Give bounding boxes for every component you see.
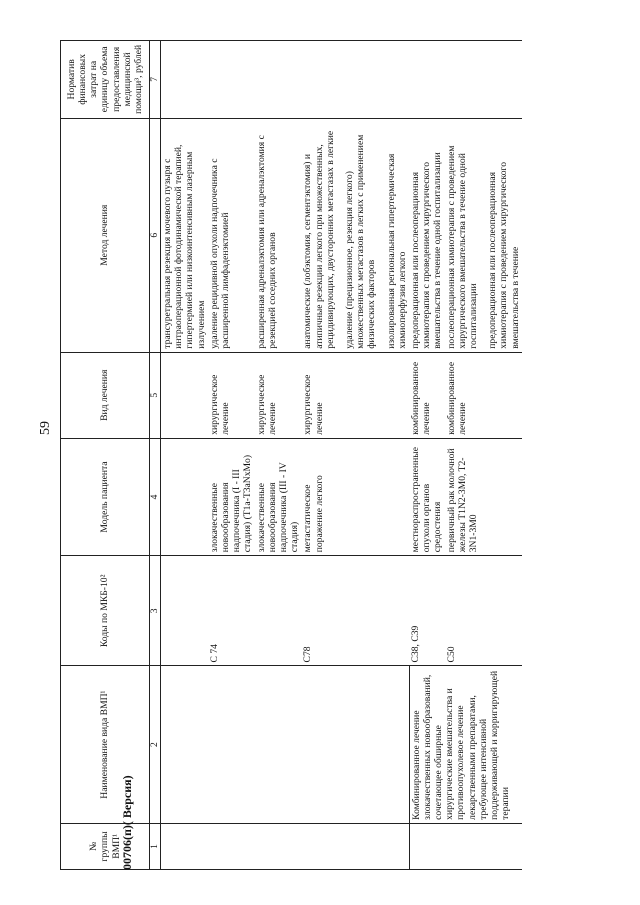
column-index: 6 bbox=[150, 118, 161, 352]
group-cell bbox=[161, 823, 410, 869]
method-cell bbox=[255, 118, 302, 352]
table-row bbox=[161, 41, 208, 870]
vmp-name-cell: Комбинированное лечение злокачественных новообразований, сочетающее обширные хирургические вмешательства и противоопухолевое лечение лекарственными препаратами, требующее интенсивной поддерживающей и корригирующей терапии bbox=[409, 666, 522, 823]
column-index-row bbox=[150, 41, 161, 870]
column-index: 3 bbox=[150, 556, 161, 666]
header-model: Модель пациента bbox=[61, 438, 150, 556]
method-cell bbox=[161, 118, 208, 352]
model-cell bbox=[161, 438, 208, 556]
code-cell: C78 bbox=[301, 556, 409, 666]
model-cell: местнораспространенные опухоли органов средостения bbox=[409, 438, 445, 556]
type-cell: хирургическое лечение bbox=[301, 352, 409, 438]
header-cost: Норматив финансовых затрат на единицу объема предоставления медицинской помощи³, рублей bbox=[61, 41, 150, 119]
type-cell bbox=[161, 352, 208, 438]
vmp-table bbox=[60, 40, 522, 870]
rotated-page bbox=[60, 40, 600, 870]
code-cell: C50 bbox=[445, 556, 522, 666]
column-index: 5 bbox=[150, 352, 161, 438]
header-name: Наименование вида ВМП¹ bbox=[61, 666, 150, 823]
header-codes: Коды по МКБ-10² bbox=[61, 556, 150, 666]
method-text: изолированная региональная гипертермическая химиоперфузия легкого bbox=[385, 153, 408, 349]
method-text: трансуретральная резекция мочевого пузыря с интраоперационной фотодинамической терапией, гипертермией или низкоинтенсивным лазерным излучением bbox=[162, 144, 207, 349]
method-text: предоперационная или послеоперационная химиотерапия с проведением хирургического вмешательства в течение bbox=[487, 162, 521, 349]
type-cell: комбинированное лечение bbox=[409, 352, 445, 438]
method-cell bbox=[301, 118, 409, 352]
table-row bbox=[409, 41, 445, 870]
cost-cell bbox=[161, 41, 522, 119]
method-text: удаление рецидивной опухоли надпочечника с расширенной лимфаденэктомией bbox=[208, 158, 232, 349]
column-index: 1 bbox=[150, 823, 161, 869]
column-index: 7 bbox=[150, 41, 161, 119]
column-index: 4 bbox=[150, 438, 161, 556]
code-cell: C 74 bbox=[208, 556, 255, 666]
model-cell: злокачественные новообразования надпочечника (III - IV стадия) bbox=[255, 438, 302, 556]
model-cell: первичный рак молочной железы T1N2-3M0, T2-3N1-3M0 bbox=[445, 438, 522, 556]
method-text: анатомические (лобэктомия, сегментэктомия) и атипичные резекции легкого при множественных, рецидивирующих, двусторонних метастазах в легкие bbox=[302, 130, 336, 349]
type-cell: комбинированное лечение bbox=[445, 352, 522, 438]
type-cell: хирургическое лечение bbox=[255, 352, 302, 438]
type-cell: хирургическое лечение bbox=[208, 352, 255, 438]
method-cell bbox=[208, 118, 255, 352]
header-group: № группы ВМП¹ bbox=[61, 823, 150, 869]
method-text: предоперационная или послеоперационная химиотерапия с проведением хирургического вмешательства в течение одной госпитализации bbox=[410, 152, 444, 349]
method-cell bbox=[409, 118, 445, 352]
method-text: удаление (прецизионное, резекция легкого) множественных метастазов в легких с применением физических факторов bbox=[344, 134, 378, 349]
code-cell bbox=[255, 556, 302, 666]
page-number: 59 bbox=[38, 421, 53, 435]
code-cell bbox=[161, 556, 208, 666]
method-text: послеоперационная химиотерапия с проведением хирургического вмешательства в течение одной госпитализации bbox=[445, 145, 480, 349]
model-cell: злокачественные новообразования надпочечника (I - III стадия) (T1a-T3aNxMo) bbox=[208, 438, 255, 556]
column-index: 2 bbox=[150, 666, 161, 823]
vmp-name-cell bbox=[161, 666, 410, 823]
document-footer: 00706(п)( Версия) bbox=[120, 775, 134, 870]
header-type: Вид лечения bbox=[61, 352, 150, 438]
model-cell: метастатическое поражение легкого bbox=[301, 438, 409, 556]
method-cell bbox=[445, 118, 522, 352]
header-row bbox=[61, 41, 150, 870]
method-text: расширенная адреналэктомия или адреналэктомия с резекцией соседних органов bbox=[255, 135, 278, 349]
code-cell: C38, C39 bbox=[409, 556, 445, 666]
group-cell bbox=[409, 823, 522, 869]
header-method: Метод лечения bbox=[61, 118, 150, 352]
